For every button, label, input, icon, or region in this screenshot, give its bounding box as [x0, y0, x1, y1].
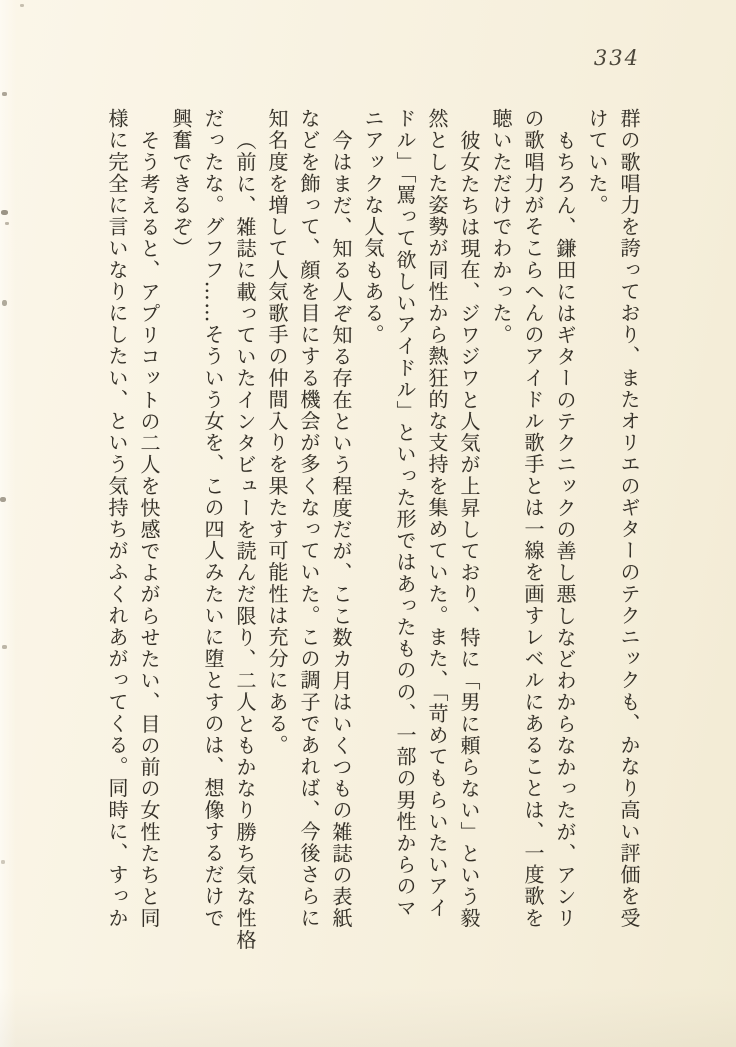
scan-speck: [1, 210, 8, 215]
page-bottom-shade: [0, 987, 736, 1047]
text-line: もちろん、鎌田にはギターのテクニックの善し悪しなどわからなかったが、アンリ: [553, 130, 577, 930]
text-line: 然とした姿勢が同性から熱狂的な支持を集めていた。また、「苛めてもらいたいアイ: [425, 108, 449, 919]
scan-speck: [2, 645, 7, 649]
text-line: などを飾って、顔を目にする機会が多くなっていた。この調子であれば、今後さらに: [297, 108, 321, 929]
text-line: ニアックな人気もある。: [361, 108, 385, 346]
text-line: の歌唱力がそこらへんのアイドル歌手とは一線を画すレベルにあることは、一度歌を: [521, 108, 545, 929]
scan-speck: [2, 300, 7, 306]
text-line: 群の歌唱力を誇っており、またオリエのギターのテクニックも、かなり高い評価を受: [617, 108, 641, 929]
text-line: そう考えると、アプリコットの二人を快感でよがらせたい、目の前の女性たちと同: [137, 130, 161, 930]
page-left-edge: [0, 0, 16, 1047]
scan-speck: [2, 92, 7, 96]
scan-speck: [1, 860, 5, 864]
text-line: だったな。グフフ……そういう女を、この四人みたいに堕とすのは、想像するだけで: [201, 108, 225, 929]
text-line: 興奮できるぞ）: [169, 108, 193, 260]
text-line: ドル」「罵って欲しいアイドル」といった形ではあったものの、一部の男性からのマ: [393, 108, 417, 919]
text-line: 聴いただけでわかった。: [489, 108, 513, 346]
text-block: [101, 108, 645, 951]
scan-speck: [0, 497, 6, 502]
text-line: 彼女たちは現在、ジワジワと人気が上昇しており、特に「男に頼らない」という毅: [457, 130, 481, 930]
scan-speck: [20, 4, 24, 7]
text-line: 知名度を増して人気歌手の仲間入りを果たす可能性は充分にある。: [265, 108, 289, 756]
text-line: （前に、雑誌に載っていたインタビューを読んだ限り、二人ともかなり勝ち気な性格: [233, 130, 257, 951]
page-number: 334: [593, 46, 640, 70]
scan-speck: [5, 222, 9, 225]
text-line: 今はまだ、知る人ぞ知る存在という程度だが、ここ数カ月はいくつもの雑誌の表紙: [329, 130, 353, 930]
text-line: 様に完全に言いなりにしたい、という気持ちがふくれあがってくる。同時に、すっか: [105, 108, 129, 929]
text-line: けていた。: [585, 108, 609, 216]
